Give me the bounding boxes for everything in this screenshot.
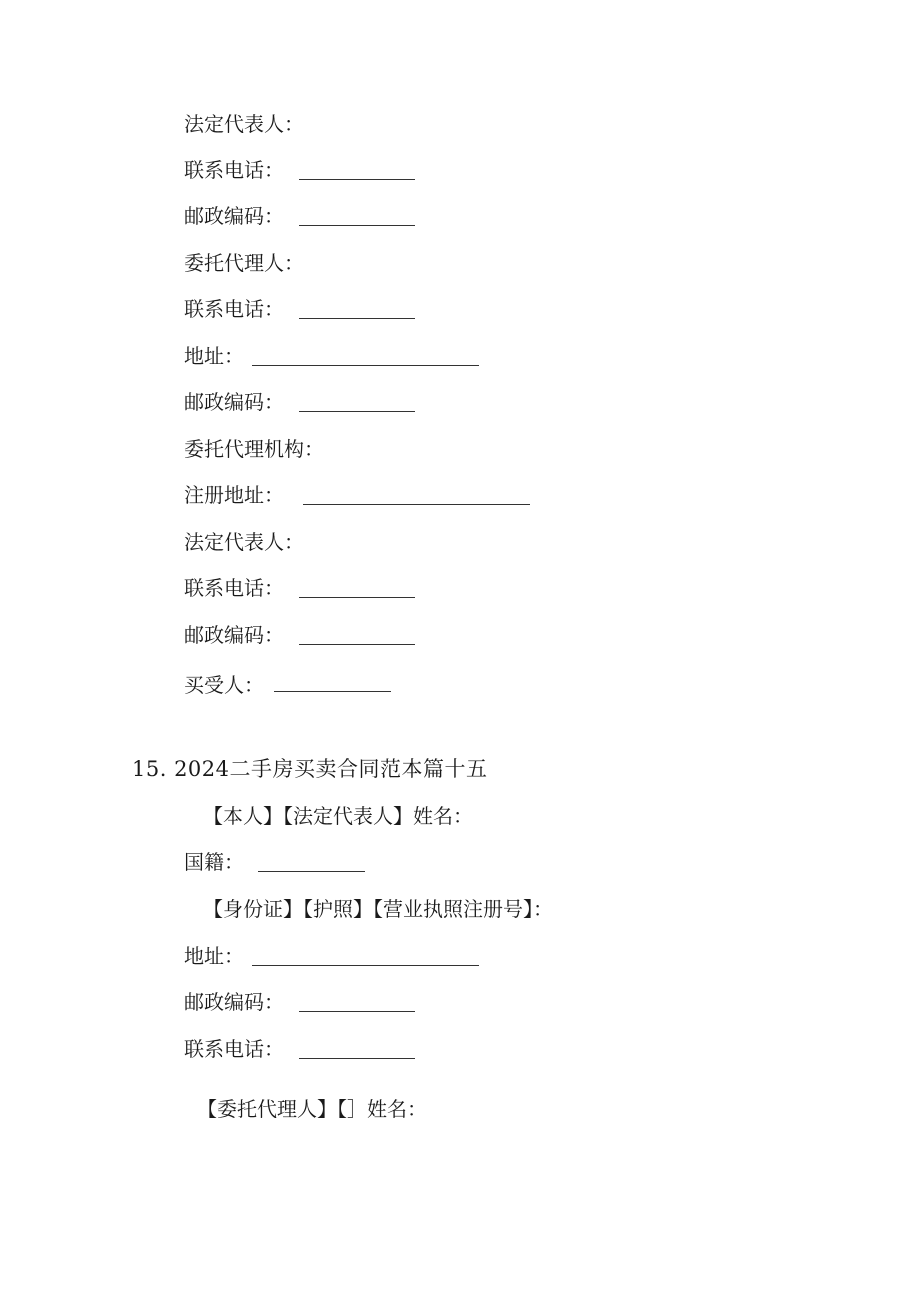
- agent-name-line: 【委托代理人】【］姓名：: [197, 1097, 427, 1121]
- agency-phone-label: 联系电话：: [184, 576, 284, 600]
- agency-phone-blank[interactable]: [299, 597, 415, 598]
- buyer-blank[interactable]: [274, 691, 391, 692]
- agent-phone-label: 联系电话：: [184, 297, 284, 321]
- address-2-label: 地址：: [184, 944, 244, 968]
- postcode-2-label: 邮政编码：: [184, 990, 284, 1014]
- name-line: 【本人】【法定代表人】姓名：: [203, 804, 473, 828]
- postcode-2-blank[interactable]: [299, 1011, 415, 1012]
- postcode-label: 邮政编码：: [184, 204, 284, 228]
- agent-label: 委托代理人：: [184, 251, 304, 275]
- agent-phone-blank[interactable]: [299, 318, 415, 319]
- legal-rep-label: 法定代表人：: [184, 112, 304, 136]
- phone-blank[interactable]: [299, 179, 415, 180]
- address-blank[interactable]: [252, 365, 479, 366]
- agency-postcode-blank[interactable]: [299, 644, 415, 645]
- buyer-label: 买受人：: [184, 673, 264, 697]
- section-heading: 15. 2024二手房买卖合同范本篇十五: [132, 757, 488, 781]
- postcode-blank[interactable]: [299, 225, 415, 226]
- reg-address-blank[interactable]: [303, 504, 530, 505]
- phone-label: 联系电话：: [184, 158, 284, 182]
- phone-2-label: 联系电话：: [184, 1037, 284, 1061]
- agent-postcode-label: 邮政编码：: [184, 390, 284, 414]
- nationality-label: 国籍：: [184, 850, 244, 874]
- legal-rep-2-label: 法定代表人：: [184, 530, 304, 554]
- agency-postcode-label: 邮政编码：: [184, 623, 284, 647]
- agency-label: 委托代理机构：: [184, 437, 324, 461]
- address-label: 地址：: [184, 344, 244, 368]
- reg-address-label: 注册地址：: [184, 483, 284, 507]
- agent-postcode-blank[interactable]: [299, 411, 415, 412]
- phone-2-blank[interactable]: [299, 1058, 415, 1059]
- id-line: 【身份证】【护照】【营业执照注册号】：: [203, 897, 553, 921]
- address-2-blank[interactable]: [252, 965, 479, 966]
- nationality-blank[interactable]: [258, 871, 365, 872]
